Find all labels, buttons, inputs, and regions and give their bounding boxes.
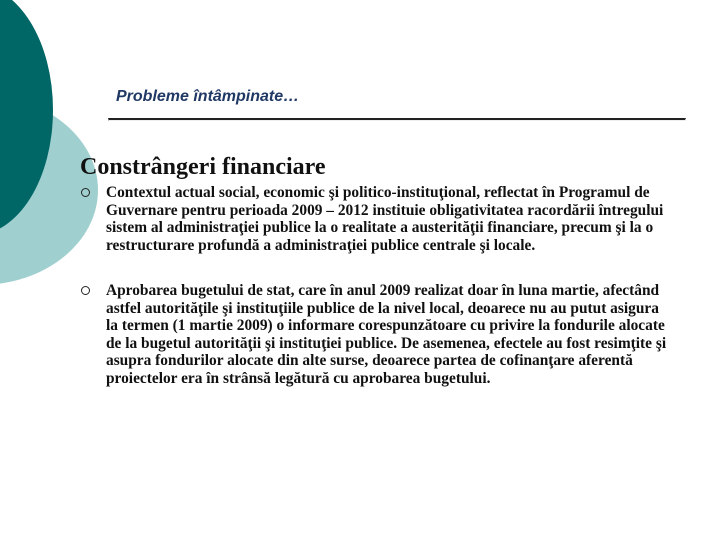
- bullet-list: [78, 184, 668, 387]
- bullet-text: Contextul actual social, economic şi politico-instituţional, reflectat în Programul de Guvernare pentru perioada 2009 – 2012 instituie obligativitatea racordării întregului sistem al administraţiei publice la o realitate a austerităţii financiare, precum şi la o restructurare profundă a administraţiei publice centrale şi locale.: [106, 184, 664, 254]
- bullet-item: [78, 184, 668, 254]
- section-heading: Constrângeri financiare: [80, 154, 326, 180]
- circle-bullet-icon: [81, 188, 90, 197]
- slide-title: Probleme întâmpinate…: [116, 88, 300, 105]
- circle-bullet-icon: [81, 286, 90, 295]
- bullet-text: Aprobarea bugetului de stat, care în anul 2009 realizat doar în luna martie, afectând astfel autorităţile şi instituţiile publice de la nivel local, deoarece nu au putut asigura la termen (1 martie 2009) o informare corespunzătoare cu privire la fondurile alocate de la bugetul autorităţii şi instituţiei publice. De asemenea, efectele au fost resimţite şi asupra fondurilor alocate din alte surse, deoarece partea de cofinanţare aferentă proiectelor era în strânsă legătură cu aprobarea bugetului.: [106, 282, 667, 387]
- title-divider: [108, 118, 686, 121]
- bullet-item: [78, 282, 668, 387]
